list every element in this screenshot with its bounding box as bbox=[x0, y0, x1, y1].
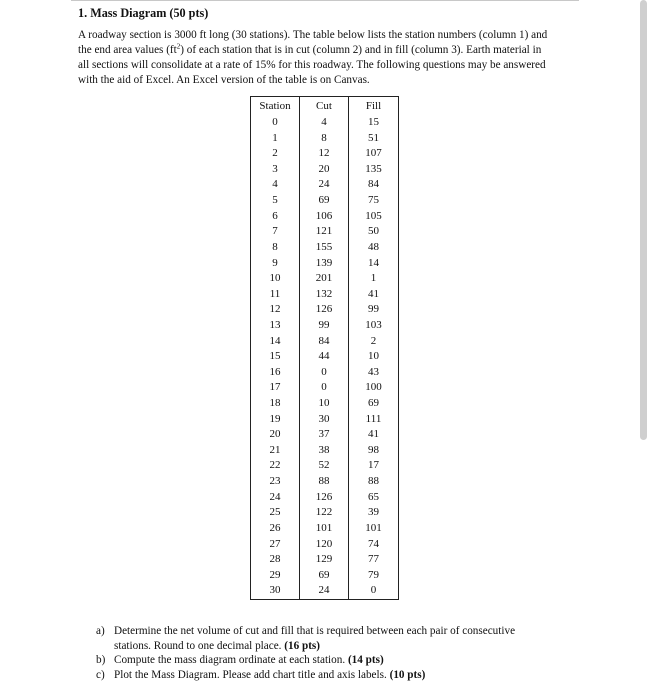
cell-cut: 30 bbox=[300, 412, 349, 428]
cell-cut: 139 bbox=[300, 255, 349, 271]
cell-fill: 69 bbox=[349, 396, 399, 412]
cell-fill: 17 bbox=[349, 458, 399, 474]
cell-station: 14 bbox=[269, 334, 281, 347]
cell-cut: 20 bbox=[300, 162, 349, 178]
cell-fill: 41 bbox=[349, 287, 399, 303]
cell-fill: 15 bbox=[349, 115, 399, 131]
question-c bbox=[96, 668, 556, 683]
table-row bbox=[251, 318, 399, 334]
cell-fill: 10 bbox=[349, 349, 399, 365]
page-top-rule bbox=[71, 0, 579, 1]
cell-cut: 4 bbox=[300, 115, 349, 131]
cell-cut: 129 bbox=[300, 552, 349, 568]
superscript: 2 bbox=[176, 42, 181, 51]
cell-station: 15 bbox=[269, 350, 281, 363]
intro-line-1: A roadway section is 3000 ft long (30 stations). The table below lists the station numbers (column 1) and bbox=[78, 29, 548, 41]
scrollbar-thumb[interactable] bbox=[640, 0, 647, 440]
cell-station: 5 bbox=[272, 194, 278, 207]
cell-station: 23 bbox=[269, 475, 281, 488]
cell-station: 30 bbox=[269, 584, 281, 597]
table-row bbox=[251, 427, 399, 443]
header-station: Station bbox=[259, 100, 291, 112]
intro-line-4: with the aid of Excel. An Excel version of the table is on Canvas. bbox=[78, 74, 370, 86]
cell-station: 16 bbox=[269, 365, 281, 378]
cell-fill: 101 bbox=[349, 521, 399, 537]
cell-cut: 121 bbox=[300, 224, 349, 240]
table-row bbox=[251, 474, 399, 490]
cell-cut: 106 bbox=[300, 209, 349, 225]
cell-station: 21 bbox=[269, 443, 281, 456]
cell-cut: 120 bbox=[300, 536, 349, 552]
cell-station: 25 bbox=[269, 506, 281, 519]
cell-cut: 132 bbox=[300, 287, 349, 303]
station-table bbox=[250, 96, 399, 600]
table-row bbox=[251, 536, 399, 552]
table-row bbox=[251, 505, 399, 521]
cell-fill: 88 bbox=[349, 474, 399, 490]
cell-fill: 0 bbox=[349, 583, 399, 599]
cell-cut: 201 bbox=[300, 271, 349, 287]
cell-cut: 126 bbox=[300, 302, 349, 318]
table-row bbox=[251, 131, 399, 147]
table-row bbox=[251, 302, 399, 318]
header-fill: Fill bbox=[349, 97, 399, 116]
question-c-pts: (10 pts) bbox=[389, 669, 426, 682]
table-row bbox=[251, 209, 399, 225]
cell-fill: 111 bbox=[349, 412, 399, 428]
cell-fill: 74 bbox=[349, 536, 399, 552]
cell-fill: 41 bbox=[349, 427, 399, 443]
cell-station: 26 bbox=[269, 521, 281, 534]
cell-fill: 100 bbox=[349, 380, 399, 396]
cell-cut: 0 bbox=[300, 365, 349, 381]
table-row bbox=[251, 490, 399, 506]
cell-cut: 52 bbox=[300, 458, 349, 474]
cell-cut: 88 bbox=[300, 474, 349, 490]
cell-cut: 69 bbox=[300, 568, 349, 584]
intro-line-2b: ) of each station that is in cut (column 2) and in fill (column 3). Earth material in bbox=[180, 44, 542, 56]
table-row bbox=[251, 224, 399, 240]
cell-fill: 50 bbox=[349, 224, 399, 240]
cell-cut: 24 bbox=[300, 177, 349, 193]
cell-fill: 43 bbox=[349, 365, 399, 381]
header-cut: Cut bbox=[300, 97, 349, 116]
cell-cut: 12 bbox=[300, 146, 349, 162]
cell-station: 18 bbox=[269, 397, 281, 410]
cell-station: 17 bbox=[269, 381, 281, 394]
table-row bbox=[251, 334, 399, 350]
cell-fill: 75 bbox=[349, 193, 399, 209]
cell-station: 9 bbox=[272, 256, 278, 269]
cell-station: 12 bbox=[269, 303, 281, 316]
cell-station: 24 bbox=[269, 490, 281, 503]
cell-fill: 77 bbox=[349, 552, 399, 568]
cell-cut: 155 bbox=[300, 240, 349, 256]
table-row bbox=[251, 396, 399, 412]
cell-cut: 24 bbox=[300, 583, 349, 599]
cell-station: 22 bbox=[269, 459, 281, 472]
cell-cut: 126 bbox=[300, 490, 349, 506]
question-a-pts: (16 pts) bbox=[284, 639, 321, 652]
cell-station: 0 bbox=[272, 116, 278, 129]
cell-fill: 107 bbox=[349, 146, 399, 162]
cell-cut: 37 bbox=[300, 427, 349, 443]
cell-station: 8 bbox=[272, 240, 278, 253]
table-header-row bbox=[251, 97, 399, 116]
table-row bbox=[251, 412, 399, 428]
table-row bbox=[251, 552, 399, 568]
table-row bbox=[251, 193, 399, 209]
cell-fill: 99 bbox=[349, 302, 399, 318]
cell-fill: 39 bbox=[349, 505, 399, 521]
table-row bbox=[251, 115, 399, 131]
table-row bbox=[251, 177, 399, 193]
table-row bbox=[251, 365, 399, 381]
cell-station: 28 bbox=[269, 553, 281, 566]
intro-line-2a: the end area values (ft bbox=[78, 44, 177, 56]
cell-station: 13 bbox=[269, 318, 281, 331]
question-a bbox=[96, 624, 556, 653]
cell-station: 7 bbox=[272, 225, 278, 238]
question-a-letter: a) bbox=[96, 625, 105, 637]
table-row bbox=[251, 380, 399, 396]
cell-fill: 1 bbox=[349, 271, 399, 287]
table-row bbox=[251, 349, 399, 365]
table-row bbox=[251, 146, 399, 162]
cell-cut: 38 bbox=[300, 443, 349, 459]
table-row bbox=[251, 162, 399, 178]
cell-cut: 122 bbox=[300, 505, 349, 521]
intro-line-3: all sections will consolidate at a rate of 15% for this roadway. The following questions may be answered bbox=[78, 59, 546, 71]
cell-fill: 79 bbox=[349, 568, 399, 584]
problem-title: 1. Mass Diagram (50 pts) bbox=[78, 6, 209, 20]
cell-cut: 101 bbox=[300, 521, 349, 537]
intro-line-2 bbox=[78, 43, 572, 58]
cell-cut: 44 bbox=[300, 349, 349, 365]
question-b bbox=[96, 653, 556, 668]
table-row bbox=[251, 583, 399, 599]
question-a-text: Determine the net volume of cut and fill that is required between each pair of consecutive bbox=[114, 625, 516, 637]
question-b-text: Compute the mass diagram ordinate at each station. bbox=[114, 654, 346, 667]
table-row bbox=[251, 255, 399, 271]
table-row bbox=[251, 568, 399, 584]
table-row bbox=[251, 287, 399, 303]
question-c-text: Plot the Mass Diagram. Please add chart title and axis labels. bbox=[114, 669, 387, 682]
question-b-letter: b) bbox=[96, 654, 106, 667]
cell-station: 19 bbox=[269, 412, 281, 425]
question-b-pts: (14 pts) bbox=[347, 654, 384, 667]
question-a-cont: stations. Round to one decimal place. bbox=[114, 639, 282, 652]
question-c-letter: c) bbox=[96, 669, 105, 682]
cell-cut: 8 bbox=[300, 131, 349, 147]
cell-cut: 84 bbox=[300, 334, 349, 350]
table-row bbox=[251, 521, 399, 537]
cell-station: 6 bbox=[272, 209, 278, 222]
cell-fill: 135 bbox=[349, 162, 399, 178]
cell-fill: 65 bbox=[349, 490, 399, 506]
cell-station: 10 bbox=[269, 272, 281, 285]
cell-fill: 48 bbox=[349, 240, 399, 256]
cell-station: 29 bbox=[269, 568, 281, 581]
table-body bbox=[251, 115, 399, 600]
cell-station: 27 bbox=[269, 537, 281, 550]
cell-fill: 84 bbox=[349, 177, 399, 193]
cell-station: 11 bbox=[269, 287, 281, 300]
cell-station: 1 bbox=[272, 131, 278, 144]
cell-fill: 103 bbox=[349, 318, 399, 334]
question-list bbox=[96, 624, 556, 683]
cell-cut: 10 bbox=[300, 396, 349, 412]
problem-description bbox=[78, 28, 572, 88]
table-row bbox=[251, 240, 399, 256]
cell-fill: 2 bbox=[349, 334, 399, 350]
cell-station: 3 bbox=[272, 162, 278, 175]
cell-cut: 99 bbox=[300, 318, 349, 334]
cell-station: 20 bbox=[269, 428, 281, 441]
cell-fill: 105 bbox=[349, 209, 399, 225]
cell-station: 4 bbox=[272, 178, 278, 191]
cell-fill: 98 bbox=[349, 443, 399, 459]
table-row bbox=[251, 443, 399, 459]
cell-cut: 0 bbox=[300, 380, 349, 396]
table-row bbox=[251, 458, 399, 474]
table-row bbox=[251, 271, 399, 287]
cell-fill: 14 bbox=[349, 255, 399, 271]
cell-cut: 69 bbox=[300, 193, 349, 209]
cell-station: 2 bbox=[272, 147, 278, 160]
cell-fill: 51 bbox=[349, 131, 399, 147]
